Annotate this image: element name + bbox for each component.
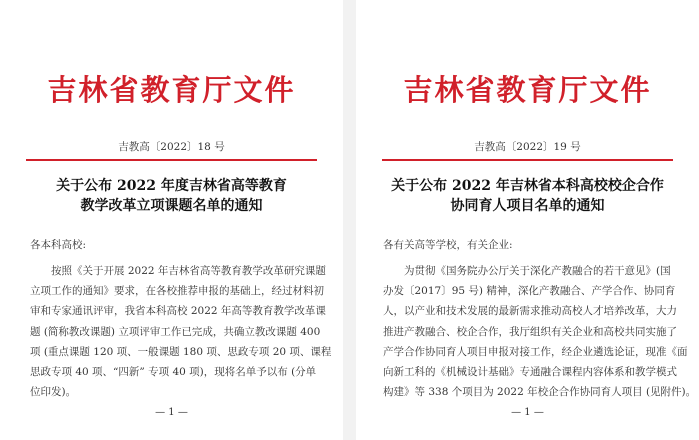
document-header-title: 吉林省教育厅文件 [403,73,652,107]
subject-line: 关于公布 2022 年度吉林省高等教育 [56,178,287,194]
body-line: 项 (重点课题 120 项、一般课题 180 项、思政专项 20 项、课程 [30,345,332,358]
body-line: 按照《关于开展 2022 年吉林省高等教育教学改革研究课题 [51,265,326,277]
salutation: 各本科高校: [30,239,87,251]
document-body [383,261,697,402]
subject-line: 关于公布 2022 年吉林省本科高校校企合作 [391,178,664,194]
body-line: 立项工作的通知》要求，在各校推荐申报的基础上，经过材料初 [30,285,324,298]
right-document-page [356,0,699,440]
body-line: 审和专家通讯评审，我省本科高校 2022 年高等教育教学改革课 [30,305,326,318]
document-subject [0,176,343,216]
body-line: 构建》等 338 个项目为 2022 年校企合作协同育人项目 (见附件)。 [383,386,697,399]
body-line: 思政专项 40 项、“四新” 专项 40 项)，现将名单予以布 (分单 [30,366,317,379]
body-line: 位印发)。 [30,386,77,399]
red-divider-line [26,159,317,161]
body-line: 产学合作协同育人项目申报对接工作，经企业遴选论证，现准《面 [383,345,688,358]
body-line: 向新工科的《机械设计基础》专通融合课程内容体系和教学模式 [383,366,677,379]
body-line: 人，以产业和技术发展的最新需求推动高校人才培养改革，大力 [383,305,677,318]
document-header-title: 吉林省教育厅文件 [47,73,296,107]
subject-line: 教学改革立项课题名单的通知 [80,198,263,214]
document-body [30,261,332,402]
left-document-page [0,0,343,440]
page-gutter [343,0,356,440]
red-divider-line [382,159,673,161]
subject-line: 协同育人项目名单的通知 [450,198,605,214]
document-number: 吉教高〔2022〕19 号 [474,141,581,153]
body-line: 办发〔2017〕95 号) 精神，深化产教融合、产学合作、协同育 [383,285,676,298]
page-number: — 1 — [155,407,188,418]
body-line: 题 (简称教改课题) 立项评审工作已完成，共确立教改课题 400 [30,325,321,338]
body-line: 为贯彻《国务院办公厅关于深化产教融合的若干意见》(国 [404,265,671,277]
salutation: 各有关高等学校，有关企业: [383,239,513,251]
document-subject [356,176,699,216]
page-number: — 1 — [511,407,544,418]
body-line: 推进产教融合、校企合作，我厅组织有关企业和高校共同实施了 [383,325,677,338]
document-number: 吉教高〔2022〕18 号 [118,141,225,153]
